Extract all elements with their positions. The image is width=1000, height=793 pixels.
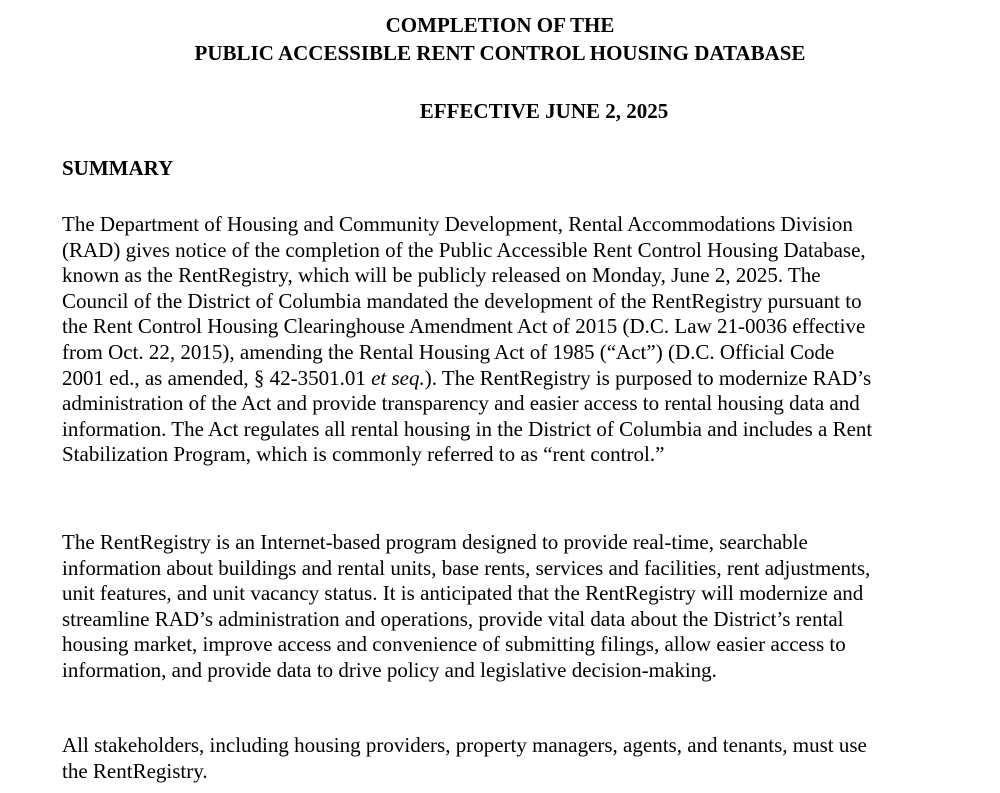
paragraph-line: information. The Act regulates all rental housing in the District of Columbia and includes a Rent	[62, 416, 873, 441]
paragraph-line: known as the RentRegistry, which will be publicly released on Monday, June 2, 2025. The	[62, 263, 821, 288]
paragraph-line: The Department of Housing and Community Development, Rental Accommodations Division	[62, 212, 853, 236]
summary-paragraph-2	[62, 530, 992, 684]
effective-date: EFFECTIVE JUNE 2, 2025	[419, 99, 669, 123]
paragraph-line: the RentRegistry.	[62, 758, 208, 783]
paragraph-line: Stabilization Program, which is commonly referred to as “rent control.”	[62, 442, 665, 467]
paragraph-text-segment: 2001 ed., as amended, § 42-3501.01	[62, 365, 372, 390]
document-title-line-1: COMPLETION OF THE	[385, 13, 615, 37]
section-heading-summary: SUMMARY	[62, 156, 174, 180]
summary-paragraph-1	[62, 212, 992, 468]
paragraph-line: Council of the District of Columbia mandated the development of the RentRegistry pursuant to	[62, 288, 862, 313]
paragraph-line: All stakeholders, including housing providers, property managers, agents, and tenants, must use	[62, 733, 867, 757]
italic-et-seq: et seq.	[371, 365, 425, 390]
paragraph-line: (RAD) gives notice of the completion of the Public Accessible Rent Control Housing Database,	[62, 237, 866, 262]
paragraph-line: administration of the Act and provide transparency and easier access to rental housing data and	[62, 391, 860, 416]
paragraph-text-segment: ). The RentRegistry is purposed to modernize RAD’s	[424, 365, 872, 390]
paragraph-line: housing market, improve access and convenience of submitting filings, allow easier access to	[62, 632, 846, 657]
paragraph-line: The RentRegistry is an Internet-based program designed to provide real-time, searchable	[62, 530, 808, 554]
paragraph-line: information, and provide data to drive policy and legislative decision-making.	[62, 657, 717, 682]
paragraph-line	[62, 366, 992, 392]
paragraph-line: streamline RAD’s administration and operations, provide vital data about the District’s rental	[62, 606, 844, 631]
paragraph-line: unit features, and unit vacancy status. It is anticipated that the RentRegistry will modernize and	[62, 581, 864, 606]
paragraph-line: the Rent Control Housing Clearinghouse Amendment Act of 2015 (D.C. Law 21-0036 effective	[62, 314, 866, 339]
summary-paragraph-3	[62, 733, 992, 784]
paragraph-line: from Oct. 22, 2015), amending the Rental Housing Act of 1985 (“Act”) (D.C. Official Code	[62, 339, 835, 364]
paragraph-line: information about buildings and rental units, base rents, services and facilities, rent adjustments,	[62, 555, 871, 580]
document-title-line-2: PUBLIC ACCESSIBLE RENT CONTROL HOUSING DATABASE	[194, 41, 806, 65]
